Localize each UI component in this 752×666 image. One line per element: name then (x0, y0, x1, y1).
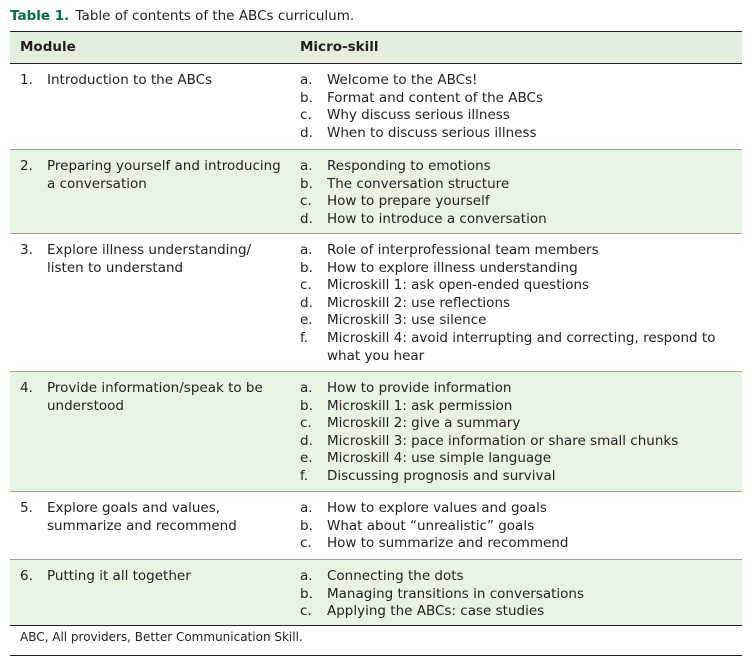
skill-item (300, 568, 730, 586)
skills-cell (300, 158, 730, 228)
skill-letter: d. (300, 294, 313, 311)
module-cell (20, 568, 290, 586)
skill-item (300, 125, 730, 143)
skill-text: Responding to emotions (327, 158, 491, 174)
skill-letter: b. (300, 89, 313, 106)
module-title: Provide information/speak to be understood (47, 380, 263, 414)
module-number: 1. (20, 72, 33, 88)
skill-letter: c. (300, 415, 312, 432)
module-cell (20, 242, 290, 277)
table-caption-text: Table of contents of the ABCs curriculum. (75, 8, 355, 24)
skill-item (300, 72, 730, 90)
skill-letter: f. (300, 467, 309, 484)
table-caption-label: Table 1. (10, 8, 70, 24)
skill-item (300, 277, 730, 295)
skill-item (300, 433, 730, 451)
module-title: Explore goals and values, summarize and recommend (47, 500, 237, 534)
table-row (10, 560, 742, 626)
skill-text: When to discuss serious illness (327, 124, 537, 141)
skills-cell (300, 380, 730, 486)
curriculum-table (10, 31, 742, 626)
module-number: 2. (20, 158, 33, 174)
skill-text: How to explore illness understanding (327, 259, 578, 276)
skill-text: Microskill 2: give a summary (327, 415, 521, 432)
skill-letter: b. (300, 259, 313, 276)
skill-text: How to prepare yourself (327, 193, 490, 210)
skill-item (300, 330, 730, 365)
skill-item (300, 242, 730, 260)
skill-letter: a. (300, 158, 313, 174)
table-header-row (10, 31, 742, 64)
skill-item (300, 450, 730, 468)
table-row (10, 372, 742, 492)
skill-text: How to explore values and goals (327, 500, 547, 516)
skill-text: Managing transitions in conversations (327, 585, 585, 602)
skill-item (300, 500, 730, 518)
skill-text: What about “unrealistic” goals (327, 517, 535, 534)
module-number: 5. (20, 500, 33, 516)
skill-text: How to introduce a conversation (327, 210, 547, 227)
skill-text: Role of interprofessional team members (327, 242, 599, 258)
table-caption (10, 7, 354, 25)
skill-letter: b. (300, 585, 313, 602)
header-microskill: Micro-skill (300, 39, 379, 55)
skill-letter: b. (300, 397, 313, 414)
table-row (10, 234, 742, 372)
module-number: 4. (20, 380, 33, 396)
table-row (10, 64, 742, 150)
skill-text: Microskill 3: use silence (327, 312, 487, 329)
skill-item (300, 158, 730, 176)
skill-item (300, 211, 730, 229)
skill-text: Microskill 1: ask permission (327, 397, 513, 414)
skill-text: The conversation structure (327, 175, 510, 192)
skills-cell (300, 568, 730, 621)
table-row (10, 150, 742, 234)
skill-letter: c. (300, 193, 312, 210)
skill-text: Discussing prognosis and survival (327, 467, 556, 484)
skill-letter: c. (300, 277, 312, 294)
table-row (10, 492, 742, 560)
skill-text: Applying the ABCs: case studies (327, 603, 545, 620)
module-cell (20, 500, 290, 535)
skill-text: Connecting the dots (327, 568, 464, 584)
skill-text: Microskill 4: avoid interrupting and correcting, respond to what you hear (327, 329, 716, 364)
skill-text: Microskill 2: use reflections (327, 294, 511, 311)
skill-letter: e. (300, 450, 313, 467)
skill-text: Microskill 1: ask open-ended questions (327, 277, 590, 294)
skill-text: Welcome to the ABCs! (327, 72, 478, 88)
module-title: Explore illness understanding/ listen to understand (47, 242, 252, 276)
skill-text: Format and content of the ABCs (327, 89, 543, 106)
skill-text: How to provide information (327, 380, 512, 396)
skill-text: Microskill 3: pace information or share small chunks (327, 432, 679, 449)
skills-cell (300, 72, 730, 142)
skill-letter: d. (300, 210, 313, 227)
skill-letter: c. (300, 107, 312, 124)
table-footnote (10, 621, 742, 656)
skill-item (300, 415, 730, 433)
skill-item (300, 603, 730, 621)
skill-letter: a. (300, 500, 313, 516)
skill-letter: d. (300, 124, 313, 141)
skill-item (300, 518, 730, 536)
module-cell (20, 158, 290, 193)
skills-cell (300, 500, 730, 553)
module-number: 3. (20, 242, 33, 258)
skill-item (300, 586, 730, 604)
skill-letter: c. (300, 603, 312, 620)
skill-letter: c. (300, 535, 312, 552)
skill-item (300, 107, 730, 125)
skill-item (300, 295, 730, 313)
skill-item (300, 468, 730, 486)
skill-letter: a. (300, 242, 313, 258)
skill-letter: b. (300, 175, 313, 192)
skill-item (300, 193, 730, 211)
module-title: Preparing yourself and introducing a conversation (47, 158, 281, 192)
skill-item (300, 176, 730, 194)
skill-letter: f. (300, 329, 309, 346)
skill-item (300, 398, 730, 416)
skill-text: How to summarize and recommend (327, 535, 569, 552)
skill-text: Why discuss serious illness (327, 107, 510, 124)
skill-letter: a. (300, 568, 313, 584)
skill-item (300, 260, 730, 278)
skill-item (300, 535, 730, 553)
module-title: Putting it all together (47, 568, 191, 584)
module-cell (20, 380, 290, 415)
skill-item (300, 312, 730, 330)
module-number: 6. (20, 568, 33, 584)
footnote-text: ABC, All providers, Better Communication Skill. (20, 630, 303, 644)
skill-letter: b. (300, 517, 313, 534)
module-title: Introduction to the ABCs (47, 72, 213, 88)
skill-letter: e. (300, 312, 313, 329)
skill-text: Microskill 4: use simple language (327, 450, 552, 467)
skill-letter: a. (300, 380, 313, 396)
module-cell (20, 72, 290, 90)
skills-cell (300, 242, 730, 365)
skill-letter: a. (300, 72, 313, 88)
skill-letter: d. (300, 432, 313, 449)
skill-item (300, 380, 730, 398)
skill-item (300, 90, 730, 108)
header-module: Module (20, 39, 76, 55)
